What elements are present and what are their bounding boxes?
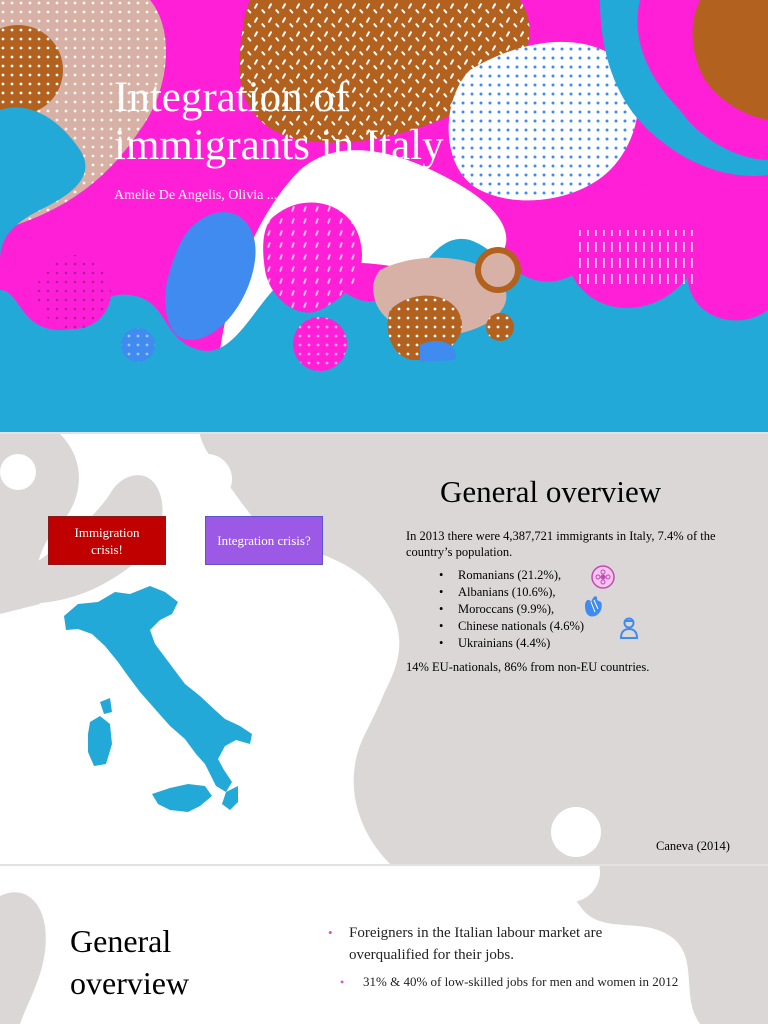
list-item: • Albanians (10.6%),	[438, 584, 584, 601]
bullet-low-skilled: • 31% & 40% of low-skilled jobs for men and women in 2012	[340, 973, 723, 991]
list-item: • Chinese nationals (4.6%)	[438, 618, 584, 635]
authors-line: Amelie De Angelis, Olivia ... Austin Jack	[114, 188, 346, 203]
abstract-background	[0, 0, 768, 432]
list-item: • Ukrainians (4.4%)	[438, 635, 584, 652]
overview-slide	[0, 434, 768, 864]
immigrant-stats: In 2013 there were 4,387,721 immigrants in Italy, 7.4% of the country’s population.	[406, 529, 716, 559]
bullet-overqualified: • Foreigners in the Italian labour market are overqualified for their jobs.	[326, 922, 679, 966]
nationality-list	[438, 567, 584, 652]
heading-line-2: overview	[70, 965, 190, 1001]
citation: Caneva (2014)	[656, 839, 730, 853]
heading-line-1: General	[70, 923, 172, 959]
overview-heading	[70, 920, 189, 1004]
immigration-crisis-box: Immigration crisis!	[48, 516, 166, 565]
list-item: • Romanians (21.2%),	[438, 567, 584, 584]
person-icon	[619, 616, 639, 640]
overview-slide-2	[0, 866, 768, 1024]
hands-icon	[581, 592, 605, 620]
title-slide	[0, 0, 768, 432]
title-line-1: Integration of	[114, 74, 350, 121]
presentation-title	[114, 74, 534, 170]
title-line-2: immigrants in Italy	[114, 122, 444, 169]
flower-icon	[590, 564, 616, 590]
eu-split-text: 14% EU-nationals, 86% from non-EU countries.	[406, 660, 650, 674]
integration-crisis-box: Integration crisis?	[205, 516, 323, 565]
list-item: • Moroccans (9.9%),	[438, 601, 584, 618]
overview-heading: General overview	[440, 474, 662, 509]
